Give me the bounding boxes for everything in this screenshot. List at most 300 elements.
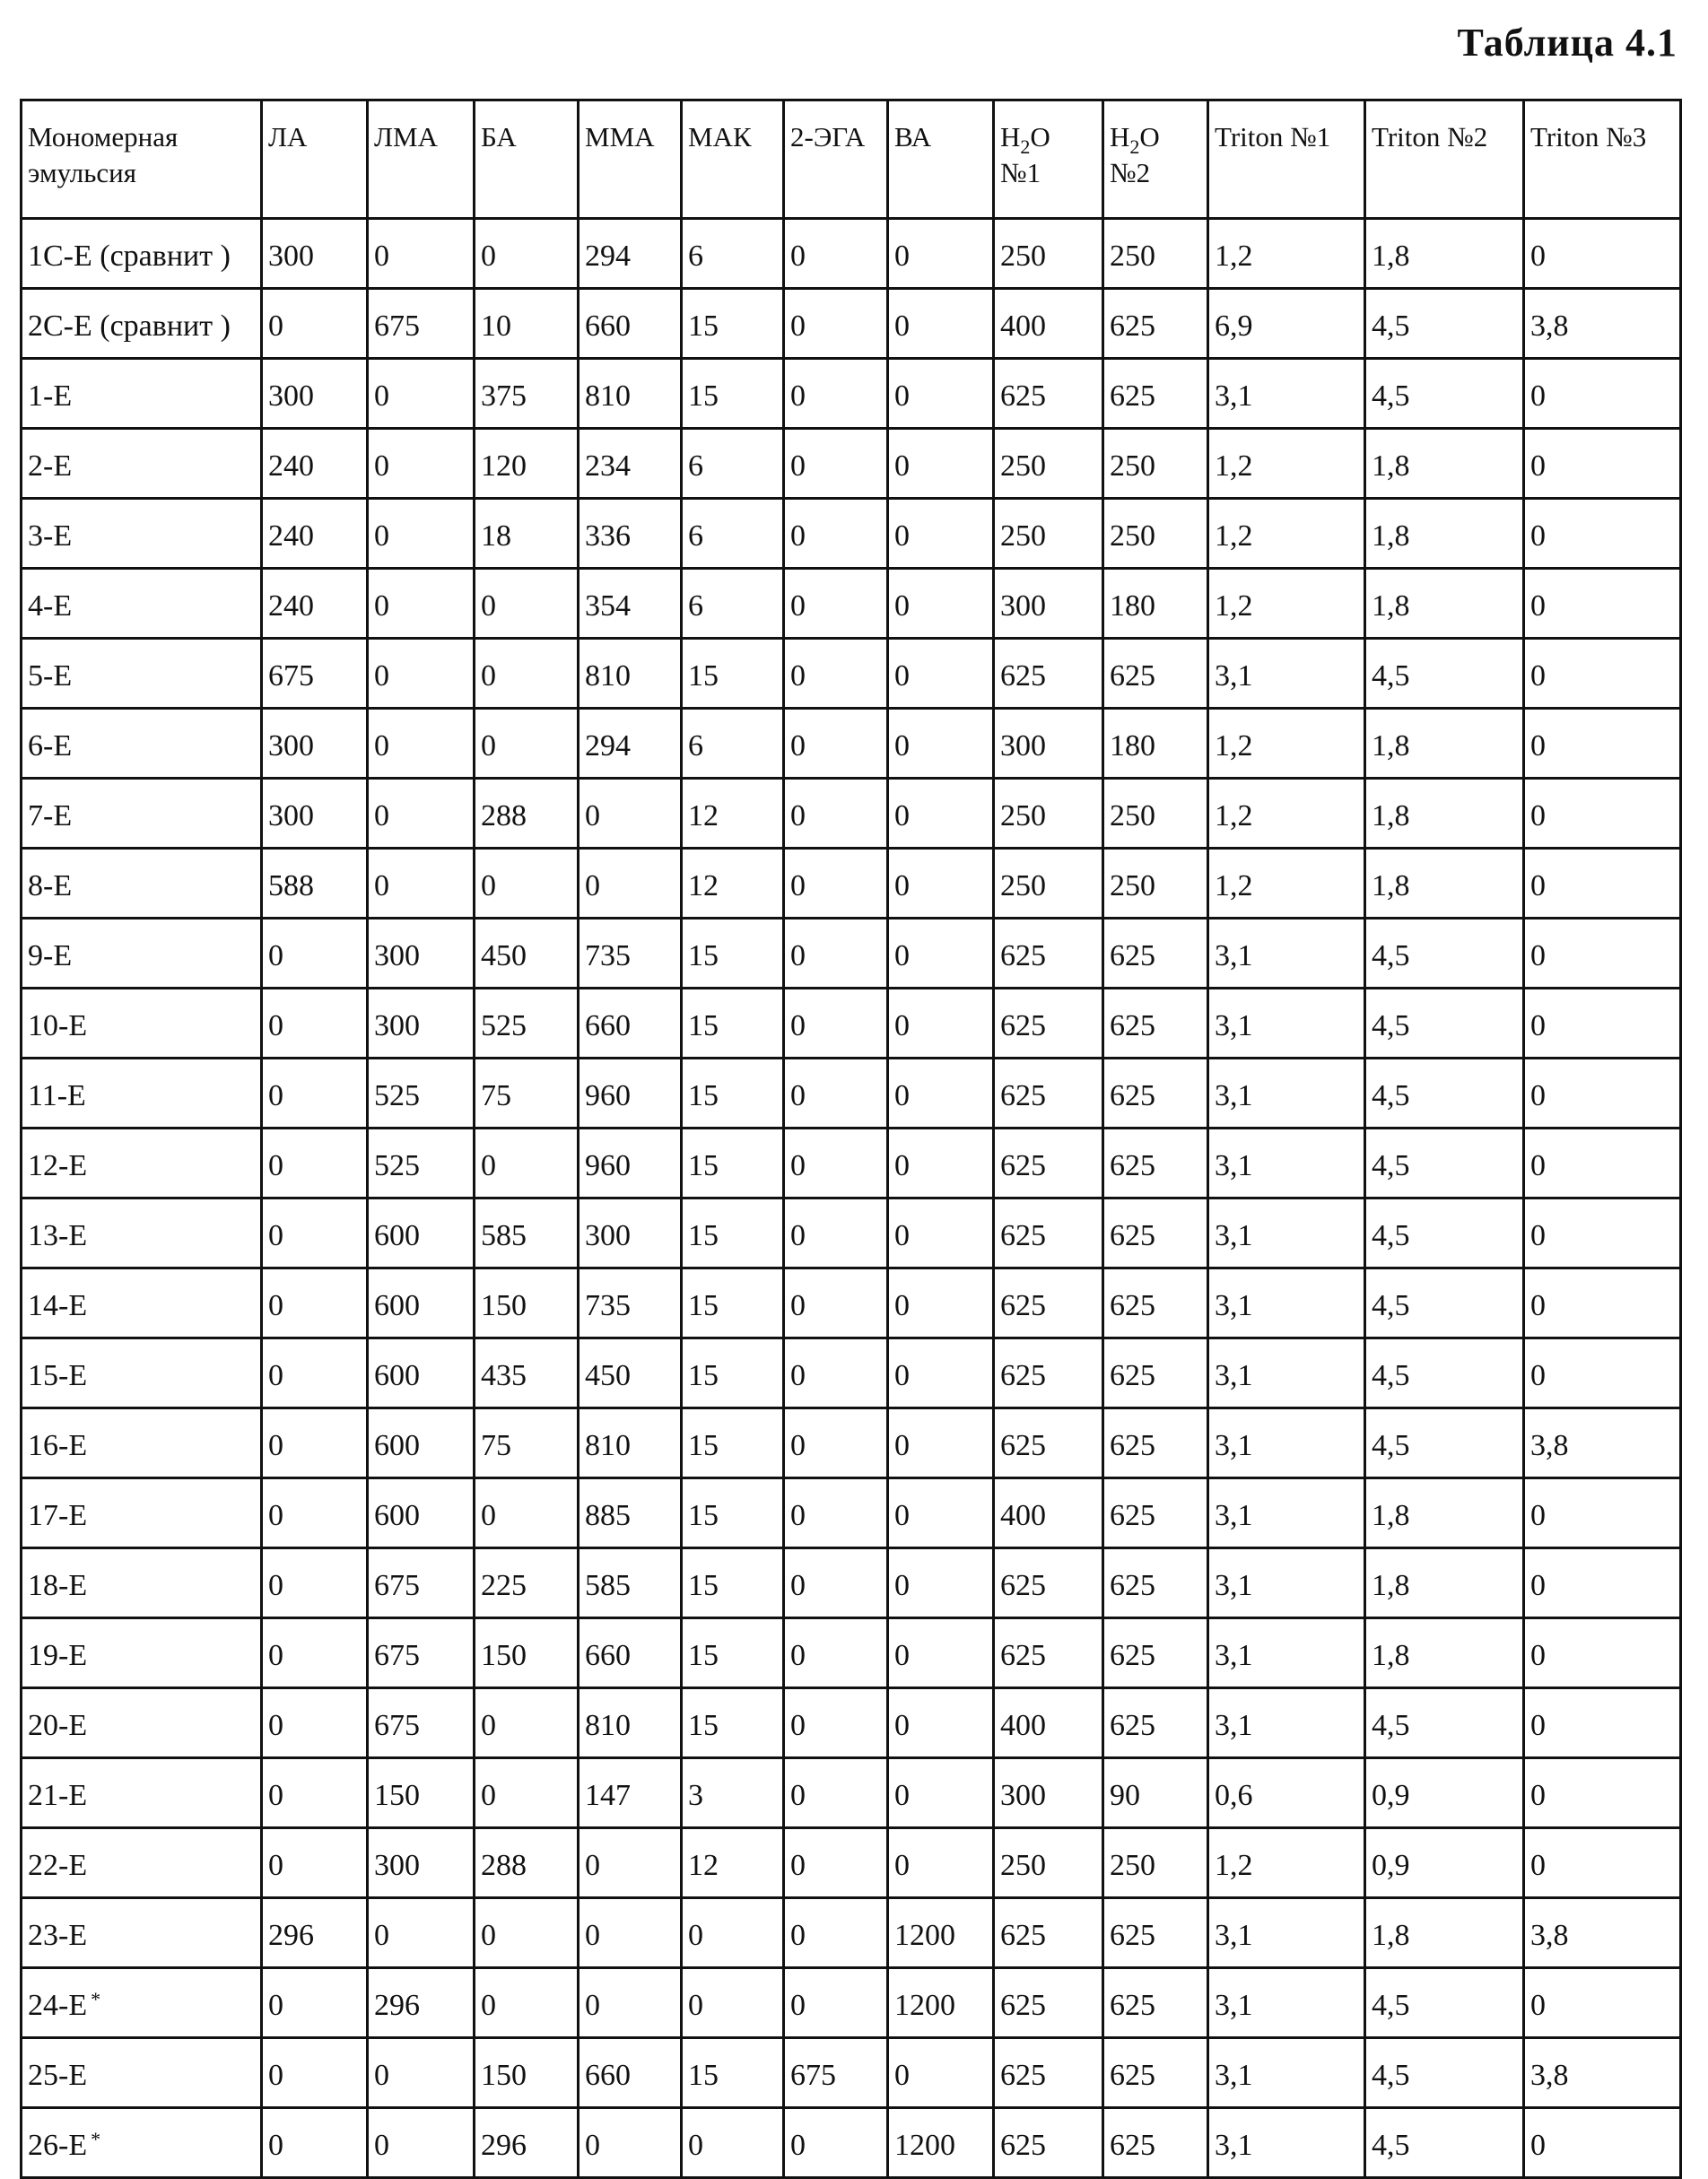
cell-2-ega: 0 — [784, 1478, 888, 1548]
cell-h2o-2: 180 — [1103, 709, 1208, 779]
cell-triton-3: 3,8 — [1524, 289, 1681, 359]
cell-mma: 450 — [579, 1338, 682, 1408]
cell-triton-1: 3,1 — [1208, 1408, 1365, 1478]
cell-la: 240 — [262, 569, 368, 639]
cell-2-ega: 675 — [784, 2038, 888, 2108]
cell-triton-2: 1,8 — [1365, 499, 1524, 569]
cell-h2o-2: 625 — [1103, 989, 1208, 1059]
cell-mma: 735 — [579, 919, 682, 989]
cell-mma: 660 — [579, 2038, 682, 2108]
cell-h2o-1: 250 — [994, 499, 1103, 569]
cell-ba: 288 — [475, 779, 579, 849]
cell-2-ega: 0 — [784, 849, 888, 919]
row-label: 2C-E (сравнит ) — [28, 309, 231, 343]
cell-mma: 735 — [579, 1268, 682, 1338]
cell-h2o-1: 300 — [994, 709, 1103, 779]
cell-lma: 525 — [368, 1059, 475, 1129]
cell-triton-3: 0 — [1524, 499, 1681, 569]
cell-triton-2: 4,5 — [1365, 1129, 1524, 1198]
cell-mma: 0 — [579, 779, 682, 849]
cell-triton-1: 3,1 — [1208, 1059, 1365, 1129]
header-cell-h2o-2 — [1103, 100, 1208, 219]
header-cell-triton-2 — [1365, 100, 1524, 219]
table-row — [22, 1758, 1681, 1828]
cell-h2o-2: 625 — [1103, 1059, 1208, 1129]
cell-h2o-1: 400 — [994, 1688, 1103, 1758]
header-label: Triton №2 — [1372, 119, 1522, 155]
table-row — [22, 359, 1681, 429]
cell-triton-3: 0 — [1524, 1968, 1681, 2038]
row-label-cell — [22, 1338, 262, 1408]
cell-2-ega: 0 — [784, 919, 888, 989]
row-label: 15-E — [28, 1359, 87, 1392]
cell-h2o-1: 625 — [994, 1268, 1103, 1338]
header-label: ЛМА — [374, 119, 473, 155]
cell-triton-1: 1,2 — [1208, 1828, 1365, 1898]
cell-la: 300 — [262, 779, 368, 849]
cell-la: 240 — [262, 429, 368, 499]
row-label: 24-E — [28, 1989, 87, 2022]
cell-h2o-1: 625 — [994, 989, 1103, 1059]
cell-va: 0 — [888, 1338, 994, 1408]
cell-va: 0 — [888, 1478, 994, 1548]
cell-triton-3: 0 — [1524, 1059, 1681, 1129]
cell-lma: 0 — [368, 779, 475, 849]
cell-2-ega: 0 — [784, 499, 888, 569]
table-row — [22, 919, 1681, 989]
row-label-cell — [22, 1688, 262, 1758]
cell-mma: 660 — [579, 1618, 682, 1688]
cell-la: 0 — [262, 2038, 368, 2108]
cell-2-ega: 0 — [784, 1059, 888, 1129]
cell-lma: 300 — [368, 919, 475, 989]
row-label: 2-E — [28, 449, 72, 483]
cell-mak: 0 — [682, 1898, 784, 1968]
cell-h2o-1: 625 — [994, 1408, 1103, 1478]
cell-va: 0 — [888, 429, 994, 499]
row-label: 6-E — [28, 729, 72, 763]
cell-triton-1: 0,6 — [1208, 1758, 1365, 1828]
cell-2-ega: 0 — [784, 709, 888, 779]
cell-mak: 3 — [682, 1758, 784, 1828]
row-label-cell — [22, 499, 262, 569]
cell-triton-3: 0 — [1524, 1338, 1681, 1408]
cell-mak: 6 — [682, 219, 784, 289]
cell-ba: 450 — [475, 919, 579, 989]
cell-h2o-1: 300 — [994, 1758, 1103, 1828]
cell-va: 0 — [888, 359, 994, 429]
formula-h: H — [1110, 121, 1129, 153]
cell-va: 0 — [888, 849, 994, 919]
cell-va: 0 — [888, 1548, 994, 1618]
cell-mma: 960 — [579, 1129, 682, 1198]
cell-2-ega: 0 — [784, 1268, 888, 1338]
cell-ba: 225 — [475, 1548, 579, 1618]
formula-o: O — [1139, 121, 1159, 153]
cell-va: 0 — [888, 1688, 994, 1758]
header-formula — [1000, 119, 1102, 155]
header-line-2: эмульсия — [28, 155, 260, 191]
cell-va: 1200 — [888, 1968, 994, 2038]
cell-lma: 600 — [368, 1198, 475, 1268]
header-sublabel: №2 — [1110, 155, 1207, 191]
cell-mma: 294 — [579, 709, 682, 779]
cell-h2o-2: 90 — [1103, 1758, 1208, 1828]
cell-lma: 675 — [368, 1548, 475, 1618]
cell-la: 0 — [262, 1968, 368, 2038]
table-row — [22, 1338, 1681, 1408]
cell-triton-2: 1,8 — [1365, 709, 1524, 779]
cell-la: 0 — [262, 1758, 368, 1828]
table-row — [22, 709, 1681, 779]
cell-mma: 294 — [579, 219, 682, 289]
cell-h2o-2: 625 — [1103, 1968, 1208, 2038]
cell-h2o-2: 625 — [1103, 1408, 1208, 1478]
cell-la: 0 — [262, 1548, 368, 1618]
cell-triton-2: 1,8 — [1365, 779, 1524, 849]
cell-2-ega: 0 — [784, 1198, 888, 1268]
table-row — [22, 1268, 1681, 1338]
table-row — [22, 2038, 1681, 2108]
cell-2-ega: 0 — [784, 359, 888, 429]
row-label: 21-E — [28, 1779, 87, 1812]
row-label-cell — [22, 849, 262, 919]
cell-ba: 75 — [475, 1408, 579, 1478]
row-label-cell — [22, 289, 262, 359]
cell-h2o-1: 625 — [994, 639, 1103, 709]
cell-h2o-2: 625 — [1103, 1129, 1208, 1198]
cell-ba: 150 — [475, 1618, 579, 1688]
cell-la: 240 — [262, 499, 368, 569]
cell-triton-1: 3,1 — [1208, 1548, 1365, 1618]
row-label: 7-E — [28, 799, 72, 832]
table-row — [22, 1968, 1681, 2038]
cell-mma: 0 — [579, 1898, 682, 1968]
cell-2-ega: 0 — [784, 2108, 888, 2178]
cell-2-ega: 0 — [784, 1758, 888, 1828]
header-cell-2-ega — [784, 100, 888, 219]
cell-h2o-2: 625 — [1103, 1268, 1208, 1338]
cell-triton-3: 0 — [1524, 1129, 1681, 1198]
cell-triton-2: 1,8 — [1365, 219, 1524, 289]
header-label: БА — [481, 119, 577, 155]
header-label: Triton №3 — [1530, 119, 1679, 155]
cell-va: 0 — [888, 1618, 994, 1688]
cell-mma: 660 — [579, 989, 682, 1059]
header-line-1: Мономерная — [28, 119, 260, 155]
cell-ba: 10 — [475, 289, 579, 359]
row-label: 23-E — [28, 1919, 87, 1952]
table-row — [22, 429, 1681, 499]
cell-va: 0 — [888, 1758, 994, 1828]
cell-mak: 15 — [682, 1198, 784, 1268]
cell-ba: 288 — [475, 1828, 579, 1898]
row-label-cell — [22, 2038, 262, 2108]
row-label: 25-E — [28, 2059, 87, 2092]
row-label: 13-E — [28, 1219, 87, 1252]
table-title: Таблица 4.1 — [1457, 20, 1678, 65]
cell-va: 0 — [888, 639, 994, 709]
cell-va: 0 — [888, 919, 994, 989]
cell-2-ega: 0 — [784, 779, 888, 849]
cell-mma: 147 — [579, 1758, 682, 1828]
row-label-cell — [22, 1548, 262, 1618]
cell-mma: 234 — [579, 429, 682, 499]
row-label: 1C-E (сравнит ) — [28, 240, 231, 273]
cell-h2o-2: 625 — [1103, 2108, 1208, 2178]
cell-triton-2: 4,5 — [1365, 989, 1524, 1059]
cell-h2o-1: 250 — [994, 219, 1103, 289]
cell-triton-3: 0 — [1524, 1828, 1681, 1898]
cell-la: 0 — [262, 1129, 368, 1198]
cell-h2o-1: 625 — [994, 1618, 1103, 1688]
cell-h2o-2: 625 — [1103, 1338, 1208, 1408]
row-label: 8-E — [28, 869, 72, 902]
cell-h2o-1: 250 — [994, 849, 1103, 919]
table-row — [22, 1828, 1681, 1898]
header-label: ВА — [894, 119, 992, 155]
cell-mak: 15 — [682, 1618, 784, 1688]
cell-h2o-1: 625 — [994, 2108, 1103, 2178]
cell-h2o-1: 625 — [994, 2038, 1103, 2108]
header-label: Triton №1 — [1215, 119, 1364, 155]
cell-mma: 660 — [579, 289, 682, 359]
header-cell-la — [262, 100, 368, 219]
cell-triton-3: 3,8 — [1524, 1408, 1681, 1478]
cell-ba: 0 — [475, 1968, 579, 2038]
cell-triton-2: 1,8 — [1365, 1548, 1524, 1618]
row-label: 9-E — [28, 939, 72, 972]
row-label-cell — [22, 2108, 262, 2178]
header-cell-triton-3 — [1524, 100, 1681, 219]
row-label: 26-E — [28, 2129, 87, 2162]
cell-mak: 0 — [682, 1968, 784, 2038]
cell-triton-3: 0 — [1524, 849, 1681, 919]
header-label: 2-ЭГА — [790, 119, 886, 155]
cell-triton-1: 3,1 — [1208, 639, 1365, 709]
row-label-cell — [22, 569, 262, 639]
cell-lma: 0 — [368, 639, 475, 709]
cell-triton-2: 4,5 — [1365, 1408, 1524, 1478]
cell-va: 0 — [888, 1268, 994, 1338]
table-row — [22, 1898, 1681, 1968]
cell-triton-1: 1,2 — [1208, 849, 1365, 919]
row-label-cell — [22, 1478, 262, 1548]
cell-triton-3: 3,8 — [1524, 2038, 1681, 2108]
cell-triton-1: 3,1 — [1208, 1478, 1365, 1548]
cell-va: 0 — [888, 2038, 994, 2108]
header-cell-lma — [368, 100, 475, 219]
cell-la: 0 — [262, 1408, 368, 1478]
cell-h2o-1: 625 — [994, 1129, 1103, 1198]
cell-triton-2: 0,9 — [1365, 1758, 1524, 1828]
row-label: 11-E — [28, 1079, 86, 1112]
cell-ba: 0 — [475, 219, 579, 289]
cell-mak: 6 — [682, 709, 784, 779]
footnote-mark: * — [91, 1988, 100, 2010]
cell-mak: 12 — [682, 849, 784, 919]
cell-mak: 6 — [682, 499, 784, 569]
cell-h2o-1: 400 — [994, 1478, 1103, 1548]
header-cell-mak — [682, 100, 784, 219]
header-cell-h2o-1 — [994, 100, 1103, 219]
cell-ba: 375 — [475, 359, 579, 429]
header-formula — [1110, 119, 1207, 155]
cell-mak: 15 — [682, 2038, 784, 2108]
cell-2-ega: 0 — [784, 569, 888, 639]
row-label-cell — [22, 1618, 262, 1688]
row-label-cell — [22, 1758, 262, 1828]
cell-h2o-1: 300 — [994, 569, 1103, 639]
cell-triton-1: 3,1 — [1208, 1618, 1365, 1688]
cell-lma: 675 — [368, 1618, 475, 1688]
cell-h2o-2: 625 — [1103, 1198, 1208, 1268]
cell-triton-1: 1,2 — [1208, 219, 1365, 289]
cell-mak: 15 — [682, 1268, 784, 1338]
row-label: 18-E — [28, 1569, 87, 1602]
cell-mma: 810 — [579, 639, 682, 709]
row-label-cell — [22, 779, 262, 849]
cell-lma: 525 — [368, 1129, 475, 1198]
table-row — [22, 989, 1681, 1059]
cell-triton-2: 1,8 — [1365, 569, 1524, 639]
cell-triton-2: 1,8 — [1365, 849, 1524, 919]
cell-la: 0 — [262, 1198, 368, 1268]
cell-triton-1: 3,1 — [1208, 1338, 1365, 1408]
header-cell-monomer-emulsion — [22, 100, 262, 219]
row-label: 14-E — [28, 1289, 87, 1322]
cell-mak: 15 — [682, 919, 784, 989]
cell-triton-3: 0 — [1524, 1548, 1681, 1618]
cell-h2o-2: 250 — [1103, 429, 1208, 499]
header-cell-mma — [579, 100, 682, 219]
cell-mak: 15 — [682, 1059, 784, 1129]
row-label: 16-E — [28, 1429, 87, 1462]
cell-mma: 0 — [579, 2108, 682, 2178]
cell-triton-1: 1,2 — [1208, 499, 1365, 569]
cell-lma: 300 — [368, 1828, 475, 1898]
cell-la: 300 — [262, 219, 368, 289]
formula-subscript: 2 — [1129, 135, 1139, 158]
cell-la: 675 — [262, 639, 368, 709]
table-row — [22, 569, 1681, 639]
cell-va: 0 — [888, 569, 994, 639]
cell-la: 0 — [262, 1059, 368, 1129]
cell-h2o-1: 625 — [994, 1059, 1103, 1129]
cell-h2o-1: 625 — [994, 1548, 1103, 1618]
cell-triton-3: 0 — [1524, 429, 1681, 499]
cell-lma: 296 — [368, 1968, 475, 2038]
cell-la: 0 — [262, 289, 368, 359]
cell-la: 0 — [262, 1478, 368, 1548]
cell-h2o-2: 625 — [1103, 1898, 1208, 1968]
cell-triton-1: 3,1 — [1208, 919, 1365, 989]
cell-ba: 150 — [475, 2038, 579, 2108]
cell-la: 300 — [262, 359, 368, 429]
header-cell-va — [888, 100, 994, 219]
row-label: 5-E — [28, 659, 72, 693]
cell-triton-3: 0 — [1524, 919, 1681, 989]
cell-triton-2: 4,5 — [1365, 359, 1524, 429]
cell-ba: 0 — [475, 849, 579, 919]
row-label: 3-E — [28, 519, 72, 553]
cell-ba: 525 — [475, 989, 579, 1059]
cell-va: 0 — [888, 499, 994, 569]
row-label-cell — [22, 359, 262, 429]
cell-2-ega: 0 — [784, 1338, 888, 1408]
cell-triton-2: 4,5 — [1365, 1059, 1524, 1129]
cell-lma: 600 — [368, 1408, 475, 1478]
cell-2-ega: 0 — [784, 1408, 888, 1478]
cell-lma: 0 — [368, 2038, 475, 2108]
cell-lma: 600 — [368, 1478, 475, 1548]
cell-va: 0 — [888, 289, 994, 359]
table-row — [22, 2108, 1681, 2178]
cell-2-ega: 0 — [784, 1688, 888, 1758]
cell-va: 1200 — [888, 1898, 994, 1968]
table-row — [22, 1548, 1681, 1618]
cell-mma: 354 — [579, 569, 682, 639]
row-label: 22-E — [28, 1849, 87, 1882]
table-row — [22, 779, 1681, 849]
cell-ba: 150 — [475, 1268, 579, 1338]
cell-triton-3: 0 — [1524, 1478, 1681, 1548]
row-label: 17-E — [28, 1499, 87, 1532]
header-cell-ba — [475, 100, 579, 219]
cell-la: 300 — [262, 709, 368, 779]
cell-h2o-2: 625 — [1103, 359, 1208, 429]
row-label: 12-E — [28, 1149, 87, 1182]
row-label-cell — [22, 1268, 262, 1338]
cell-mak: 15 — [682, 1478, 784, 1548]
cell-va: 0 — [888, 1059, 994, 1129]
cell-mma: 810 — [579, 359, 682, 429]
cell-la: 0 — [262, 1338, 368, 1408]
cell-2-ega: 0 — [784, 289, 888, 359]
cell-triton-1: 3,1 — [1208, 1968, 1365, 2038]
cell-h2o-1: 625 — [994, 1968, 1103, 2038]
cell-mak: 12 — [682, 1828, 784, 1898]
cell-h2o-2: 625 — [1103, 639, 1208, 709]
header-label: МАК — [688, 119, 782, 155]
row-label-cell — [22, 1198, 262, 1268]
row-label-cell — [22, 1968, 262, 2038]
cell-h2o-2: 250 — [1103, 219, 1208, 289]
header-label: ММА — [585, 119, 680, 155]
cell-triton-3: 0 — [1524, 989, 1681, 1059]
cell-triton-3: 0 — [1524, 639, 1681, 709]
row-label-cell — [22, 1898, 262, 1968]
cell-triton-2: 4,5 — [1365, 1968, 1524, 2038]
cell-triton-3: 0 — [1524, 2108, 1681, 2178]
cell-h2o-1: 250 — [994, 429, 1103, 499]
cell-triton-3: 0 — [1524, 1688, 1681, 1758]
cell-lma: 0 — [368, 709, 475, 779]
cell-mma: 0 — [579, 1968, 682, 2038]
header-row — [22, 100, 1681, 219]
cell-mma: 300 — [579, 1198, 682, 1268]
cell-triton-3: 0 — [1524, 1758, 1681, 1828]
cell-lma: 0 — [368, 429, 475, 499]
cell-mma: 960 — [579, 1059, 682, 1129]
cell-triton-3: 0 — [1524, 1618, 1681, 1688]
cell-triton-2: 0,9 — [1365, 1828, 1524, 1898]
cell-triton-1: 3,1 — [1208, 1129, 1365, 1198]
cell-ba: 585 — [475, 1198, 579, 1268]
row-label-cell — [22, 919, 262, 989]
cell-2-ega: 0 — [784, 1618, 888, 1688]
table-row — [22, 1059, 1681, 1129]
